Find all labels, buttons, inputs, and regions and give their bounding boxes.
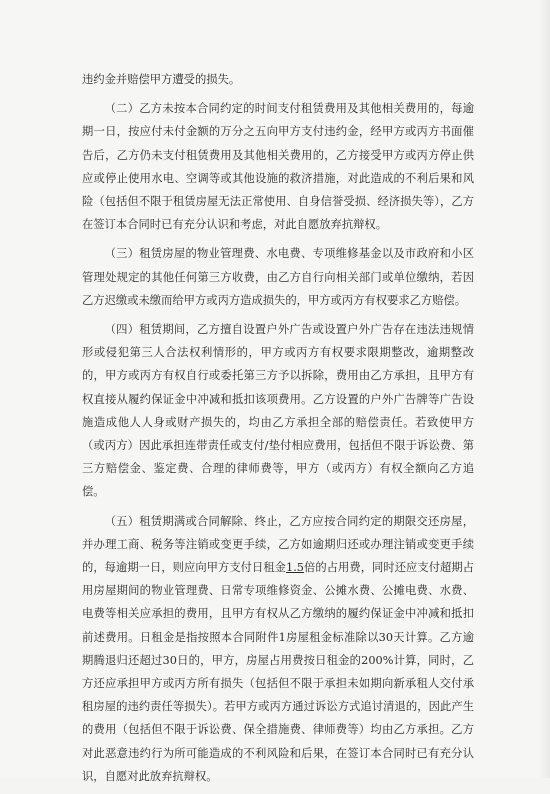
paragraph-clause-2: （二）乙方未按本合同约定的时间支付租赁费用及其他相关费用的，每逾期一日，按应付未付金额的万分之五向甲方支付违约金，经甲方或丙方书面催告后，乙方仍未支付租赁费用及其他相关费用的，乙方接受甲方或丙方停止供应或停止使用水电、空调等或其他设施的救济措施，对此造成的不利后果和风险（包括但不限于租赁房屋无法正常使用、自身信誉受损、经济损失等），乙方在签订本合同时已有充分认识和考虑，对此自愿放弃抗辩权。 — [82, 102, 474, 232]
paragraph-clause-5 — [82, 510, 474, 788]
paragraph-continuation: 违约金并赔偿甲方遭受的损失。 — [82, 73, 241, 86]
paragraph-clause-3: （三）租赁房屋的物业管理费、水电费、专项维修基金以及市政府和小区管理处规定的其他任何第三方收费，由乙方自行向相关部门或单位缴纳，若因乙方迟缴或未缴而给甲方或丙方造成损失的，甲方或丙方有权要求乙方赔偿。 — [82, 247, 474, 307]
document-body — [82, 68, 474, 794]
occupancy-fee-multiplier: 1.5 — [286, 561, 304, 575]
clause-5-text-before: （五）租赁期满或合同解除、终止，乙方应按合同约定的期限交还房屋，并办理工商、税务等注销或变更手续，乙方如逾期归还或办理注销或变更手续的，每逾期一日，则应向甲方支付日租金 — [82, 514, 474, 575]
paragraph-clause-4: （四）租赁期间，乙方擅自设置户外广告或设置户外广告存在违法违规情形或侵犯第三人合法权利情形的，甲方或丙方有权要求限期整改，逾期整改的，甲方或丙方有权自行或委托第三方予以拆除，费用由乙方承担，且甲方有权直接从履约保证金中冲减和抵扣该项费用。乙方设置的户外广告牌等广告设施造成他人人身或财产损失的，均由乙方承担全部的赔偿责任。若致使甲方（或丙方）因此承担连带责任或支付/垫付相应费用，包括但不限于诉讼费、第三方赔偿金、鉴定费、合理的律师费等，甲方（或丙方）有权全额向乙方追偿。 — [82, 323, 474, 499]
page-edge-shadow — [538, 0, 550, 778]
clause-5-text-after: 倍的占用费，同时还应支付超期占用房屋期间的物业管理费、日常专项维修资金、公摊水费、公摊电费、水费、电费等相关应承担的费用，且甲方有权从乙方缴纳的履约保证金中冲减和抵扣前述费用。日租金是指按照本合同附件1房屋租金标准除以30天计算。乙方逾期腾退归还超过30日的，甲方，房屋占用费按日租金的200%计算，同时，乙方还应承担甲方或丙方所有损失（包括但不限于承担未如期向新承租人交付承租房屋的违约责任等损失）。若甲方或丙方通过诉讼方式追讨清退的，因此产生的费用（包括但不限于诉讼费、保全措施费、律师费等）均由乙方承担。乙方对此恶意违约行为所可能造成的不利风险和后果，在签订本合同时已有充分认识，自愿对此放弃抗辩权。 — [82, 561, 474, 783]
